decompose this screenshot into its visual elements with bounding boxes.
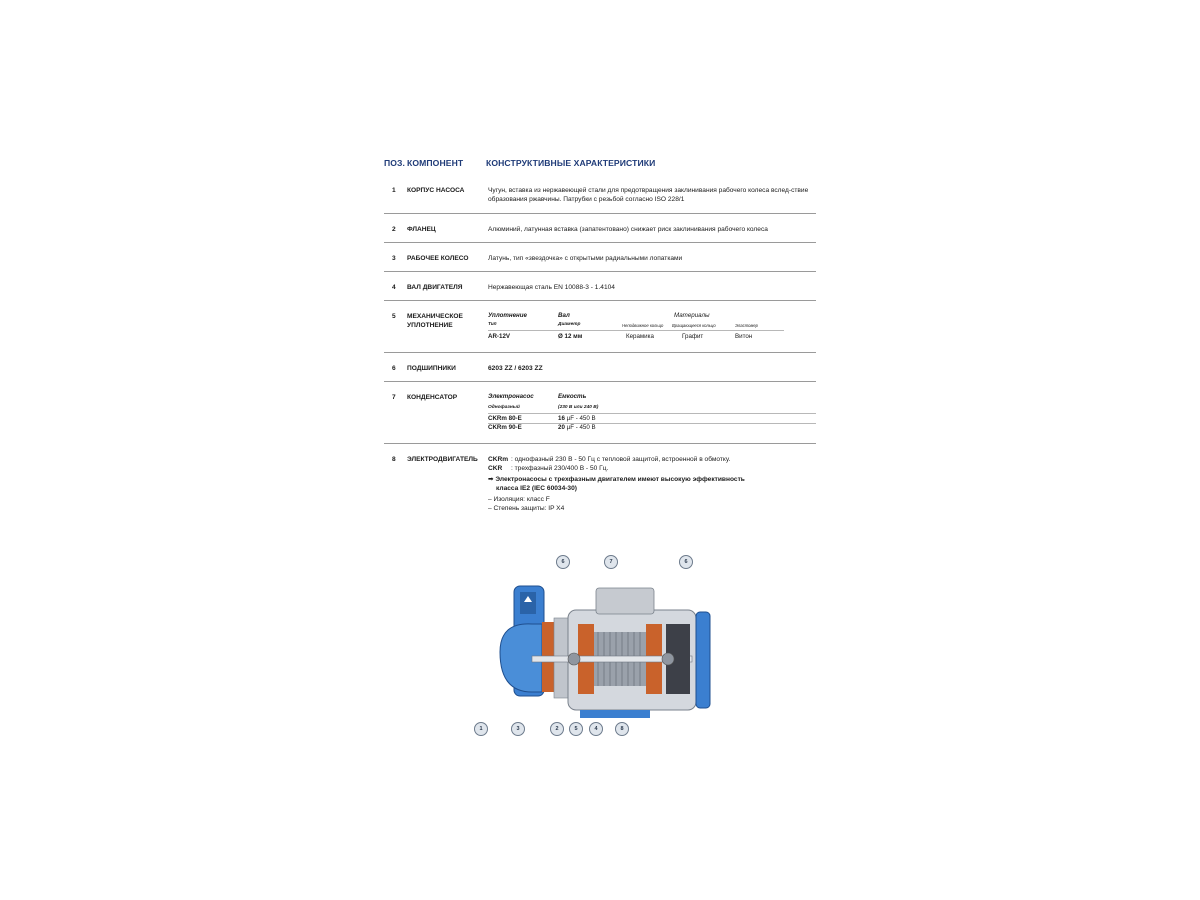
row-number: 7 [392,394,396,401]
seal-divider [488,330,784,331]
seal-stationary: Керамика [626,333,654,340]
capacitor-divider [488,423,816,424]
motor-key: CKR [488,465,503,472]
seal-header-shaft: Вал [558,312,570,319]
motor-key: CKRm [488,456,509,463]
row-description: Латунь, тип «звездочка» с открытыми радиальными лопатками [488,255,683,262]
row-number: 8 [392,456,396,463]
row-component: РАБОЧЕЕ КОЛЕСО [407,255,469,262]
row-description: Алюминий, латунная вставка (запатентовано) снижает риск заклинивания рабочего колеса [488,226,768,233]
header-characteristics: КОНСТРУКТИВНЫЕ ХАРАКТЕРИСТИКИ [486,158,656,168]
seal-header-stationary: Неподвижное кольцо [622,323,664,328]
capacitor-model: CKRm 90-E [488,424,522,431]
row-component: ВАЛ ДВИГАТЕЛЯ [407,284,463,291]
capacitor-header-single: Однофазный [488,405,520,410]
capacitor-model: CKRm 80-E [488,415,522,422]
row-divider [384,352,816,353]
callout-seal-5: 5 [569,722,583,736]
row-divider [384,242,816,243]
row-number: 6 [392,365,396,372]
pump-drawing [470,552,720,742]
callout-pump-body-1: 1 [474,722,488,736]
motor-efficiency-class: класса IE2 (IEC 60034-30) [496,485,577,492]
capacitor-header-voltage: (230 В или 240 В) [558,405,599,410]
seal-header-type: Тип [488,322,497,327]
capacitor-header-pump: Электронасос [488,393,534,400]
row-divider [384,213,816,214]
capacitor-value [558,415,596,423]
motor-efficiency-note: ➡ Электронасосы с трехфазным двигателем имеют высокую эффективность [488,476,745,483]
row-description: 6203 ZZ / 6203 ZZ [488,365,543,372]
row-number: 1 [392,187,396,194]
row-number: 2 [392,226,396,233]
capacitor-value-unit: µF - 450 В [566,424,596,431]
seal-header-diameter: Диаметр [558,322,581,327]
row-component: МЕХАНИЧЕСКОЕ УПЛОТНЕНИЕ [407,313,463,329]
row-component: КОНДЕНСАТОР [407,394,458,401]
row-divider [384,300,816,301]
row-description: Нержавеющая сталь EN 10088-3 - 1.4104 [488,284,615,291]
seal-header-elastomer: Эластомер [735,323,758,328]
seal-rotating: Графит [682,333,704,340]
seal-header-materials: Материалы [674,312,710,319]
header-component: КОМПОНЕНТ [407,158,464,168]
motor-three-phase [488,464,608,473]
row-component: ФЛАНЕЦ [407,226,436,233]
motor-insulation: – Изоляция: класс F [488,496,550,503]
row-number: 4 [392,284,396,291]
seal-header-seal: Уплотнение [488,312,528,319]
seal-elastomer: Витон [735,333,753,340]
callout-impeller-3: 3 [511,722,525,736]
callout-bearing-6: 6 [556,555,570,569]
motor-value: : трехфазный 230/400 В - 50 Гц. [511,465,609,472]
row-component: ПОДШИПНИКИ [407,365,456,372]
capacitor-header-capacity: Емкость [558,393,587,400]
motor-single-phase [488,455,730,464]
header-pos: ПОЗ. [384,158,406,168]
seal-diameter: Ø 12 мм [558,333,583,340]
capacitor-divider [488,413,816,414]
row-divider [384,271,816,272]
row-number: 3 [392,255,396,262]
callout-motor-8: 8 [615,722,629,736]
callout-bearing-6b: 6 [679,555,693,569]
row-description: Чугун, вставка из нержавеющей стали для предотвращения заклинивания рабочего колеса вслед-ствие образования ржавчины. Патрубки с резьбой согласно ISO 228/1 [488,187,809,203]
pump-cutaway-illustration [470,552,720,742]
seal-type: AR-12V [488,333,511,340]
row-number: 5 [392,313,396,320]
row-component: ЭЛЕКТРОДВИГАТЕЛЬ [407,456,478,463]
capacitor-value [558,424,596,432]
capacitor-value-number: 20 [558,424,565,431]
row-divider [384,381,816,382]
motor-protection: – Степень защиты: IP X4 [488,505,565,512]
row-component: КОРПУС НАСОСА [407,187,465,194]
capacitor-value-number: 16 [558,415,565,422]
callout-capacitor-7: 7 [604,555,618,569]
callout-shaft-4: 4 [589,722,603,736]
capacitor-value-unit: µF - 450 В [566,415,596,422]
seal-header-rotating: Вращающееся кольцо [672,323,716,328]
motor-value: : однофазный 230 В - 50 Гц с тепловой защитой, встроенной в обмотку. [511,456,731,463]
row-divider [384,443,816,444]
callout-flange-2: 2 [550,722,564,736]
